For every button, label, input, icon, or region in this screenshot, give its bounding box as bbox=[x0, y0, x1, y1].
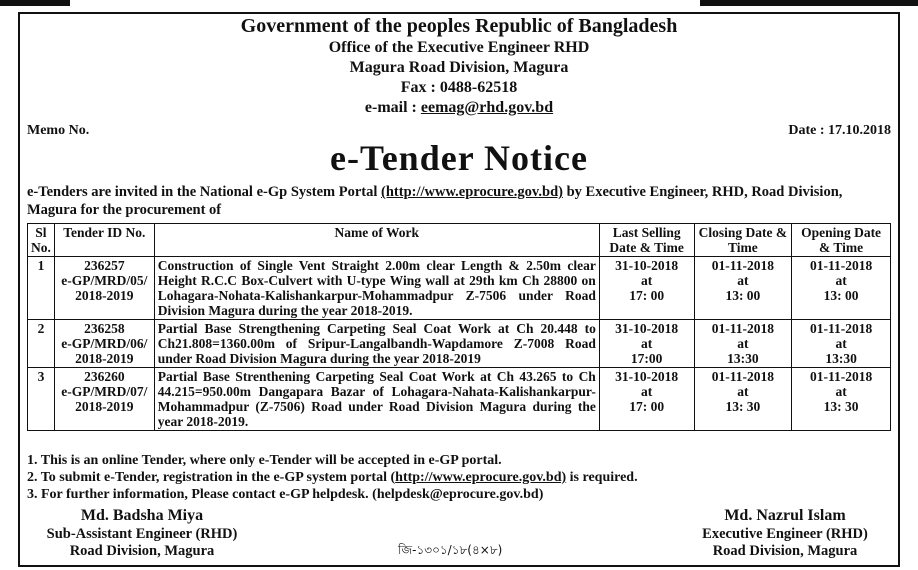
signature-left bbox=[27, 506, 257, 560]
closing-date: 01-11-2018 bbox=[711, 321, 774, 336]
at-label: at bbox=[835, 384, 847, 399]
notice-date: Date : 17.10.2018 bbox=[788, 123, 891, 138]
email-link[interactable]: eemag@rhd.gov.bd bbox=[420, 99, 554, 116]
opening-time: 13:30 bbox=[825, 351, 857, 366]
signatory-office: Road Division, Magura bbox=[69, 543, 215, 559]
opening-time: 13: 30 bbox=[823, 399, 859, 414]
memo-number: Memo No. bbox=[27, 123, 90, 138]
selling-time: 17: 00 bbox=[629, 288, 665, 303]
closing-time: 13:30 bbox=[727, 351, 759, 366]
email-label: e-mail : bbox=[364, 99, 421, 116]
cell-selling bbox=[599, 320, 694, 368]
tender-id-number: 236258 bbox=[84, 321, 125, 336]
table-row bbox=[28, 257, 891, 320]
at-label: at bbox=[737, 384, 749, 399]
division-line: Magura Road Division, Magura bbox=[349, 59, 569, 76]
at-label: at bbox=[835, 336, 847, 351]
cell-closing bbox=[694, 368, 792, 431]
selling-date: 31-10-2018 bbox=[615, 258, 679, 273]
col-header-selling: Last Selling Date & Time bbox=[599, 224, 694, 257]
cell-work: Construction of Single Vent Straight 2.00m clear Length & 2.50m clear Height R.C.C Box-Culvert with U-type Wing wall at 29th km Ch 28800 on Lohagara-Nohata-Kalishankarpur-Mohammadpur Z-7506 under Road Division Magura during the year 2018-2019. bbox=[154, 257, 599, 320]
closing-time: 13: 00 bbox=[725, 288, 761, 303]
table-header-row bbox=[28, 224, 891, 257]
at-label: at bbox=[737, 273, 749, 288]
top-border-left bbox=[0, 0, 70, 6]
cell-selling bbox=[599, 257, 694, 320]
col-header-sl: Sl No. bbox=[28, 224, 55, 257]
cell-sl: 1 bbox=[28, 257, 55, 320]
notice-title: e-Tender Notice bbox=[330, 138, 588, 178]
cell-opening bbox=[792, 368, 891, 431]
signature-right bbox=[675, 506, 895, 560]
note-2-text-end: is required. bbox=[566, 470, 638, 485]
notes-list bbox=[27, 452, 638, 503]
tender-id-number: 236260 bbox=[84, 369, 125, 384]
tender-table bbox=[27, 223, 891, 431]
selling-date: 31-10-2018 bbox=[615, 369, 679, 384]
col-header-opening: Opening Date & Time bbox=[792, 224, 891, 257]
tender-ref: e-GP/MRD/07/ bbox=[61, 384, 148, 399]
note-1: 1. This is an online Tender, where only e-Tender will be accepted in e-GP portal. bbox=[27, 453, 502, 468]
cell-opening bbox=[792, 320, 891, 368]
closing-time: 13: 30 bbox=[725, 399, 761, 414]
selling-date: 31-10-2018 bbox=[615, 321, 679, 336]
cell-closing bbox=[694, 257, 792, 320]
intro-text-end: by Executive Engineer, RHD, Road Division, Magura for the procurement of bbox=[27, 184, 843, 218]
selling-time: 17:00 bbox=[630, 351, 663, 366]
opening-time: 13: 00 bbox=[823, 288, 859, 303]
government-line: Government of the peoples Republic of Bangladesh bbox=[240, 15, 678, 37]
office-line: Office of the Executive Engineer RHD bbox=[328, 39, 590, 56]
eprocure-link[interactable]: http://www.eprocure.gov.bd) bbox=[395, 470, 567, 485]
at-label: at bbox=[641, 273, 653, 288]
intro-paragraph bbox=[27, 183, 893, 219]
tender-id-number: 236257 bbox=[84, 258, 125, 273]
signatory-name: Md. Nazrul Islam bbox=[724, 507, 846, 524]
cell-opening bbox=[792, 257, 891, 320]
at-label: at bbox=[641, 336, 653, 351]
cell-work: Partial Base Strengthening Carpeting Seal Coat Work at Ch 20.448 to Ch21.808=1360.00m of Sripur-Langalbandh-Wapdamore Z-7008 Road under Road Division Magura during the year 2018-2019 bbox=[154, 320, 599, 368]
office-header bbox=[0, 14, 918, 118]
col-header-tender-id: Tender ID No. bbox=[54, 224, 154, 257]
closing-date: 01-11-2018 bbox=[711, 258, 774, 273]
col-header-work: Name of Work bbox=[154, 224, 599, 257]
table-row bbox=[28, 320, 891, 368]
table-row bbox=[28, 368, 891, 431]
note-3: 3. For further information, Please contact e-GP helpdesk. (helpdesk@eprocure.gov.bd) bbox=[27, 487, 544, 502]
signatory-name: Md. Badsha Miya bbox=[80, 507, 204, 524]
tender-year: 2018-2019 bbox=[75, 351, 134, 366]
tender-year: 2018-2019 bbox=[75, 288, 134, 303]
closing-date: 01-11-2018 bbox=[711, 369, 774, 384]
top-border-right bbox=[700, 0, 918, 6]
opening-date: 01-11-2018 bbox=[809, 321, 873, 336]
intro-text: e-Tenders are invited in the National e-Gp System Portal bbox=[27, 184, 382, 200]
opening-date: 01-11-2018 bbox=[809, 369, 873, 384]
selling-time: 17: 00 bbox=[629, 399, 665, 414]
at-label: at bbox=[737, 336, 749, 351]
tender-ref: e-GP/MRD/05/ bbox=[61, 273, 148, 288]
tender-ref: e-GP/MRD/06/ bbox=[61, 336, 148, 351]
cell-closing bbox=[694, 320, 792, 368]
signatory-title: Sub-Assistant Engineer (RHD) bbox=[46, 526, 238, 542]
cell-sl: 3 bbox=[28, 368, 55, 431]
cell-tender-id bbox=[54, 257, 154, 320]
cell-tender-id bbox=[54, 368, 154, 431]
cell-work: Partial Base Strenthening Carpeting Seal Coat Work at Ch 43.265 to Ch 44.215=950.00m Dangapara Bazar of Lohagara-Nahata-Kalishankarpur-Mohammadpur (Z-7506) Road under Road Division Magura during the year 2018-2019. bbox=[154, 368, 599, 431]
fax-line: Fax : 0488-62518 bbox=[400, 79, 518, 96]
portal-link[interactable]: (http://www.eprocure.gov.bd) bbox=[381, 184, 563, 200]
at-label: at bbox=[835, 273, 847, 288]
tender-year: 2018-2019 bbox=[75, 399, 134, 414]
cell-sl: 2 bbox=[28, 320, 55, 368]
print-code: জি-১৩০১/১৮(৪×৮) bbox=[398, 543, 503, 557]
cell-tender-id bbox=[54, 320, 154, 368]
opening-date: 01-11-2018 bbox=[809, 258, 873, 273]
email-line bbox=[0, 98, 918, 118]
note-2 bbox=[27, 469, 638, 486]
col-header-closing: Closing Date & Time bbox=[694, 224, 792, 257]
at-label: at bbox=[641, 384, 653, 399]
signatory-title: Executive Engineer (RHD) bbox=[702, 526, 868, 542]
signatory-office: Road Division, Magura bbox=[712, 543, 858, 559]
cell-selling bbox=[599, 368, 694, 431]
note-2-text: 2. To submit e-Tender, registration in the e-GP system portal ( bbox=[27, 470, 396, 485]
